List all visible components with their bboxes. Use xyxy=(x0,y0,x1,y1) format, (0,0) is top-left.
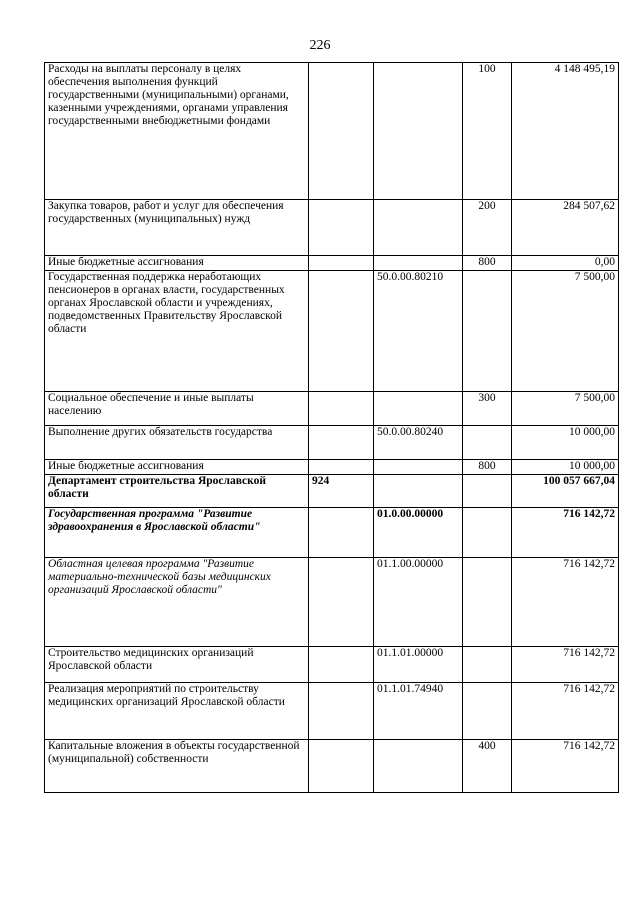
row-ved xyxy=(309,392,374,426)
row-ved xyxy=(309,740,374,793)
row-vr xyxy=(463,426,512,460)
row-vr xyxy=(463,558,512,647)
row-ved xyxy=(309,508,374,558)
row-csr xyxy=(374,460,463,475)
table-row xyxy=(45,256,619,271)
row-amount: 7 500,00 xyxy=(512,271,619,392)
row-csr xyxy=(374,256,463,271)
table-row xyxy=(45,200,619,256)
row-ved xyxy=(309,256,374,271)
row-amount: 100 057 667,04 xyxy=(512,475,619,508)
row-ved xyxy=(309,647,374,683)
table-row xyxy=(45,647,619,683)
row-name: Капитальные вложения в объекты государственной (муниципальной) собственности xyxy=(45,740,309,793)
table-row xyxy=(45,271,619,392)
budget-table xyxy=(44,62,619,793)
table-row xyxy=(45,460,619,475)
row-ved xyxy=(309,460,374,475)
row-name: Строительство медицинских организаций Ярославской области xyxy=(45,647,309,683)
row-amount: 7 500,00 xyxy=(512,392,619,426)
row-ved xyxy=(309,426,374,460)
row-amount: 716 142,72 xyxy=(512,647,619,683)
row-csr: 50.0.00.80240 xyxy=(374,426,463,460)
row-amount: 716 142,72 xyxy=(512,508,619,558)
row-name: Государственная поддержка неработающих пенсионеров в органах власти, государственных органах Ярославской области и учреждениях, подведомственных Правительству Ярославской области xyxy=(45,271,309,392)
page-number: 226 xyxy=(309,38,331,53)
row-amount: 716 142,72 xyxy=(512,683,619,740)
row-name: Выполнение других обязательств государства xyxy=(45,426,309,460)
row-name: Реализация мероприятий по строительству медицинских организаций Ярославской области xyxy=(45,683,309,740)
row-csr: 01.1.01.00000 xyxy=(374,647,463,683)
row-amount: 716 142,72 xyxy=(512,558,619,647)
row-vr: 800 xyxy=(463,460,512,475)
row-amount: 4 148 495,19 xyxy=(512,63,619,200)
row-amount: 284 507,62 xyxy=(512,200,619,256)
row-amount: 10 000,00 xyxy=(512,426,619,460)
row-amount: 0,00 xyxy=(512,256,619,271)
row-name: Закупка товаров, работ и услуг для обеспечения государственных (муниципальных) нужд xyxy=(45,200,309,256)
row-name: Областная целевая программа "Развитие материально-технической базы медицинских организаций Ярославской области" xyxy=(45,558,309,647)
row-vr xyxy=(463,683,512,740)
row-name: Государственная программа "Развитие здравоохранения в Ярославской области" xyxy=(45,508,309,558)
row-vr xyxy=(463,271,512,392)
row-csr: 01.1.00.00000 xyxy=(374,558,463,647)
row-vr xyxy=(463,475,512,508)
row-vr: 200 xyxy=(463,200,512,256)
row-csr: 01.1.01.74940 xyxy=(374,683,463,740)
row-vr: 300 xyxy=(463,392,512,426)
row-name: Департамент строительства Ярославской области xyxy=(45,475,309,508)
row-ved: 924 xyxy=(309,475,374,508)
row-vr: 100 xyxy=(463,63,512,200)
row-csr xyxy=(374,200,463,256)
row-vr: 400 xyxy=(463,740,512,793)
row-name: Иные бюджетные ассигнования xyxy=(45,460,309,475)
table-row xyxy=(45,63,619,200)
row-ved xyxy=(309,558,374,647)
row-ved xyxy=(309,271,374,392)
row-csr xyxy=(374,475,463,508)
row-vr xyxy=(463,508,512,558)
row-vr: 800 xyxy=(463,256,512,271)
row-ved xyxy=(309,200,374,256)
table-row xyxy=(45,508,619,558)
row-name: Расходы на выплаты персоналу в целях обеспечения выполнения функций государственными (муниципальными) органами, казенными учреждениями, органами управления государственными внебюджетными фондами xyxy=(45,63,309,200)
row-name: Социальное обеспечение и иные выплаты населению xyxy=(45,392,309,426)
row-csr xyxy=(374,63,463,200)
table-row xyxy=(45,426,619,460)
row-csr xyxy=(374,392,463,426)
table-row xyxy=(45,683,619,740)
table-row xyxy=(45,740,619,793)
table-row xyxy=(45,392,619,426)
row-name: Иные бюджетные ассигнования xyxy=(45,256,309,271)
row-csr xyxy=(374,740,463,793)
row-ved xyxy=(309,683,374,740)
row-csr: 50.0.00.80210 xyxy=(374,271,463,392)
row-csr: 01.0.00.00000 xyxy=(374,508,463,558)
row-vr xyxy=(463,647,512,683)
table-row xyxy=(45,475,619,508)
table-row xyxy=(45,558,619,647)
row-ved xyxy=(309,63,374,200)
row-amount: 716 142,72 xyxy=(512,740,619,793)
row-amount: 10 000,00 xyxy=(512,460,619,475)
